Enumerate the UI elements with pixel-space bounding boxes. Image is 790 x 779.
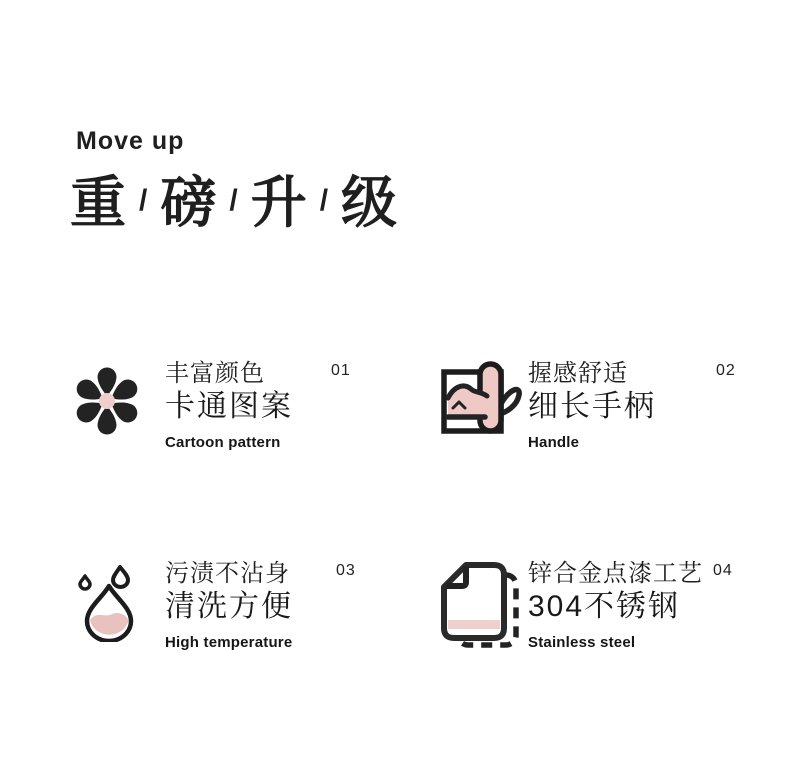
header [70, 127, 398, 234]
feature-text [165, 556, 293, 651]
feature-block-handle [436, 356, 736, 451]
water-drop-icon [72, 556, 165, 651]
title-char: 磅 [160, 171, 217, 234]
title-char: 级 [341, 171, 398, 234]
feature-line1: 丰富颜色 [165, 360, 265, 387]
feature-number: 03 [336, 562, 356, 579]
feature-number: 01 [331, 362, 351, 379]
title-separator: / [229, 184, 238, 217]
feature-block-stainless-steel [438, 556, 733, 652]
feature-caption: Cartoon pattern [165, 434, 281, 451]
title-char: 升 [250, 171, 307, 234]
feature-line2: 304不锈钢 [528, 590, 681, 623]
feature-block-easy-clean [72, 556, 356, 651]
feature-caption: High temperature [165, 634, 293, 651]
feature-line2: 卡通图案 [165, 390, 293, 423]
feature-caption: Handle [528, 434, 580, 451]
feature-line2: 清洗方便 [165, 590, 293, 623]
feature-line1: 握感舒适 [528, 360, 628, 387]
steel-sheet-icon [438, 556, 528, 652]
feature-text [165, 356, 293, 451]
feature-line2: 细长手柄 [528, 390, 656, 423]
feature-line1: 锌合金点漆工艺 [528, 560, 703, 587]
feature-line1: 污渍不沾身 [165, 560, 290, 587]
title-separator: / [139, 184, 148, 217]
title-char: 重 [70, 171, 126, 234]
title-separator: / [319, 184, 329, 217]
feature-number: 04 [713, 562, 733, 579]
feature-caption: Stainless steel [528, 634, 636, 651]
feature-number: 02 [716, 362, 736, 379]
feature-text [528, 356, 656, 451]
page-title [70, 171, 398, 234]
feature-block-cartoon-pattern [70, 356, 351, 451]
eyebrow-text: Move up [76, 127, 185, 155]
hand-grip-icon [436, 356, 528, 451]
flower-icon [70, 356, 165, 451]
feature-text [528, 556, 703, 652]
